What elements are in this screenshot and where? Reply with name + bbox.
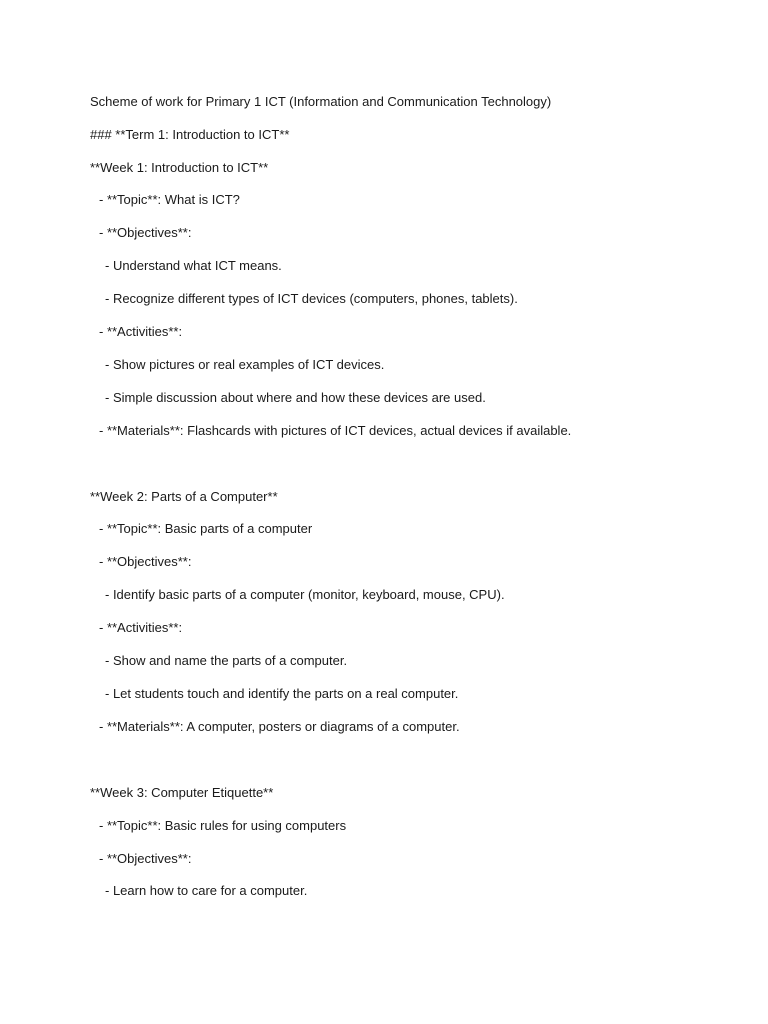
week-1-materials: - **Materials**: Flashcards with pictures of ICT devices, actual devices if available. <box>99 423 572 438</box>
week-1-activities-label: - **Activities**: <box>99 324 183 339</box>
week-1-activity-item: - Simple discussion about where and how these devices are used. <box>105 390 486 405</box>
week-1-objective-item: - Recognize different types of ICT devices (computers, phones, tablets). <box>105 291 518 306</box>
week-1-activity-item: - Show pictures or real examples of ICT devices. <box>105 357 385 372</box>
week-2-activities-label: - **Activities**: <box>99 620 183 635</box>
week-3-heading: **Week 3: Computer Etiquette** <box>90 785 274 800</box>
week-1-topic: - **Topic**: What is ICT? <box>99 192 240 207</box>
week-2-activity-item: - Show and name the parts of a computer. <box>105 653 348 668</box>
week-2-topic: - **Topic**: Basic parts of a computer <box>99 521 313 536</box>
week-2-activity-item: - Let students touch and identify the parts on a real computer. <box>105 686 459 701</box>
week-2-heading: **Week 2: Parts of a Computer** <box>90 489 278 504</box>
term-heading: ### **Term 1: Introduction to ICT** <box>90 127 290 142</box>
week-1-objectives-label: - **Objectives**: <box>99 225 192 240</box>
week-3-objective-item: - Learn how to care for a computer. <box>105 883 308 898</box>
week-1-heading: **Week 1: Introduction to ICT** <box>90 160 269 175</box>
week-2-objectives-label: - **Objectives**: <box>99 554 192 569</box>
week-1-objective-item: - Understand what ICT means. <box>105 258 282 273</box>
week-3-objectives-label: - **Objectives**: <box>99 851 192 866</box>
week-3-topic: - **Topic**: Basic rules for using computers <box>99 818 347 833</box>
week-2-materials: - **Materials**: A computer, posters or diagrams of a computer. <box>99 719 460 734</box>
week-2-objective-item: - Identify basic parts of a computer (monitor, keyboard, mouse, CPU). <box>105 587 505 602</box>
document-title: Scheme of work for Primary 1 ICT (Information and Communication Technology) <box>90 94 552 109</box>
